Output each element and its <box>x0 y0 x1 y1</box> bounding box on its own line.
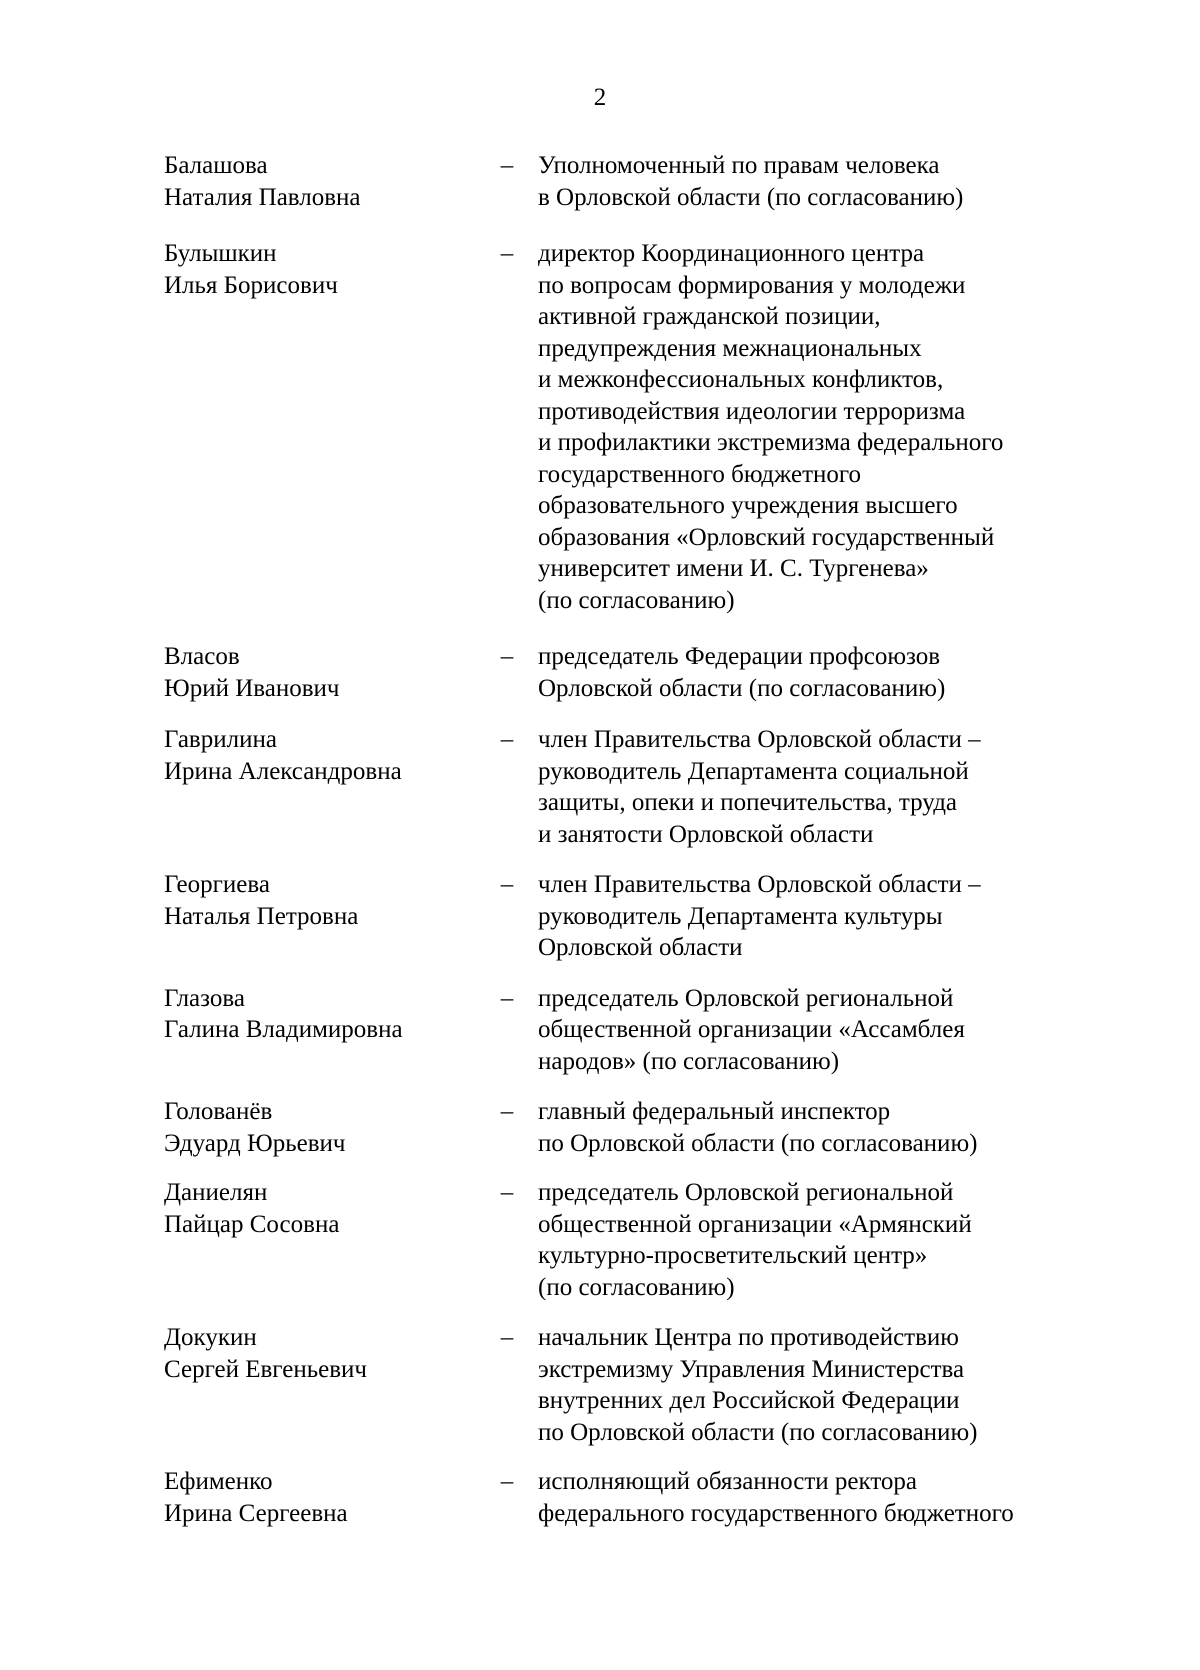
member-role <box>538 1177 1078 1303</box>
member-given-names: Юрий Иванович <box>164 674 340 702</box>
member-given-names: Пайцар Сосовна <box>164 1210 340 1238</box>
member-dash: – <box>500 1179 514 1206</box>
role-line: экстремизму Управления Министерства <box>538 1355 965 1383</box>
role-line: Орловской области <box>538 934 743 961</box>
member-dash: – <box>500 984 514 1012</box>
member-given-names: Ирина Александровна <box>164 757 402 785</box>
member-given-names: Эдуард Юрьевич <box>164 1129 346 1157</box>
role-line: предупреждения межнациональных <box>538 334 922 362</box>
member-entry <box>164 238 1084 616</box>
role-line: и профилактики экстремизма федерального <box>538 429 1004 456</box>
role-line: культурно-просветительский центр» <box>538 1242 928 1269</box>
member-role <box>538 238 1078 616</box>
member-surname: Ефименко <box>164 1468 273 1495</box>
member-entry <box>164 869 1084 964</box>
member-given-names: Наталья Петровна <box>164 902 359 930</box>
member-surname: Даниелян <box>164 1179 268 1206</box>
member-surname: Власов <box>164 643 240 670</box>
member-given-names: Ирина Сергеевна <box>164 1499 348 1527</box>
member-entry <box>164 150 1084 213</box>
member-name <box>164 1466 484 1529</box>
role-line: руководитель Департамента социальной <box>538 757 969 785</box>
role-line: руководитель Департамента культуры <box>538 902 943 930</box>
member-role <box>538 641 1078 704</box>
role-line: внутренних дел Российской Федерации <box>538 1387 960 1414</box>
member-given-names: Галина Владимировна <box>164 1016 403 1043</box>
member-dash: – <box>500 726 514 753</box>
member-name <box>164 1322 484 1385</box>
role-line: председатель Орловской региональной <box>538 1179 954 1206</box>
member-entry <box>164 1466 1084 1529</box>
member-name <box>164 641 484 704</box>
member-role <box>538 1466 1078 1529</box>
members-list <box>164 150 1084 1529</box>
member-given-names: Сергей Евгеньевич <box>164 1355 367 1383</box>
member-dash: – <box>500 152 514 179</box>
member-name <box>164 1096 484 1159</box>
role-line: председатель Орловской региональной <box>538 984 954 1012</box>
role-line: общественной организации «Армянский <box>538 1210 972 1238</box>
member-name <box>164 724 484 787</box>
role-line: член Правительства Орловской области – <box>538 871 981 898</box>
member-role <box>538 1322 1078 1448</box>
member-surname: Глазова <box>164 984 245 1012</box>
member-surname: Георгиева <box>164 871 270 898</box>
role-line: председатель Федерации профсоюзов <box>538 643 941 670</box>
member-entry <box>164 641 1084 704</box>
role-line: главный федеральный инспектор <box>538 1098 891 1125</box>
member-role <box>538 983 1078 1078</box>
role-line: образовательного учреждения высшего <box>538 492 958 519</box>
member-name <box>164 983 484 1046</box>
role-line: в Орловской области (по согласованию) <box>538 183 964 211</box>
member-surname: Голованёв <box>164 1098 273 1125</box>
member-dash: – <box>500 240 514 267</box>
role-line: (по согласованию) <box>538 1273 735 1301</box>
role-line: государственного бюджетного <box>538 460 861 488</box>
role-line: народов» (по согласованию) <box>538 1047 840 1075</box>
member-role <box>538 869 1078 964</box>
member-dash: – <box>500 643 514 670</box>
role-line: образования «Орловский государственный <box>538 523 995 551</box>
member-surname: Балашова <box>164 152 268 179</box>
role-line: противодействия идеологии терроризма <box>538 397 966 425</box>
member-name <box>164 238 484 301</box>
member-given-names: Илья Борисович <box>164 271 338 299</box>
role-line: защиты, опеки и попечительства, труда <box>538 789 958 816</box>
role-line: по вопросам формирования у молодежи <box>538 271 966 299</box>
role-line: исполняющий обязанности ректора <box>538 1468 918 1495</box>
member-surname: Докукин <box>164 1324 257 1351</box>
member-entry <box>164 1177 1084 1303</box>
member-role <box>538 1096 1078 1159</box>
member-dash: – <box>500 871 514 898</box>
role-line: по Орловской области (по согласованию) <box>538 1129 978 1157</box>
member-entry <box>164 983 1084 1078</box>
role-line: университет имени И. С. Тургенева» <box>538 555 929 582</box>
role-line: общественной организации «Ассамблея <box>538 1016 965 1043</box>
role-line: активной гражданской позиции, <box>538 303 881 330</box>
member-name <box>164 150 484 213</box>
role-line: директор Координационного центра <box>538 240 925 267</box>
role-line: федерального государственного бюджетного <box>538 1499 1014 1527</box>
member-entry <box>164 1096 1084 1159</box>
role-line: начальник Центра по противодействию <box>538 1324 959 1351</box>
role-line: Уполномоченный по правам человека <box>538 152 940 179</box>
role-line: Орловской области (по согласованию) <box>538 674 946 702</box>
role-line: (по согласованию) <box>538 586 735 614</box>
member-surname: Гаврилина <box>164 726 277 753</box>
member-name <box>164 869 484 932</box>
page-number: 2 <box>593 84 607 111</box>
role-line: и межконфессиональных конфликтов, <box>538 366 944 393</box>
member-dash: – <box>500 1324 514 1351</box>
role-line: по Орловской области (по согласованию) <box>538 1418 978 1446</box>
role-line: и занятости Орловской области <box>538 820 874 848</box>
role-line: член Правительства Орловской области – <box>538 726 981 753</box>
member-surname: Булышкин <box>164 240 277 267</box>
member-given-names: Наталия Павловна <box>164 183 361 211</box>
member-dash: – <box>500 1468 514 1495</box>
member-role <box>538 724 1078 850</box>
member-entry <box>164 1322 1084 1448</box>
member-role <box>538 150 1078 213</box>
member-name <box>164 1177 484 1240</box>
member-dash: – <box>500 1098 514 1125</box>
member-entry <box>164 724 1084 850</box>
